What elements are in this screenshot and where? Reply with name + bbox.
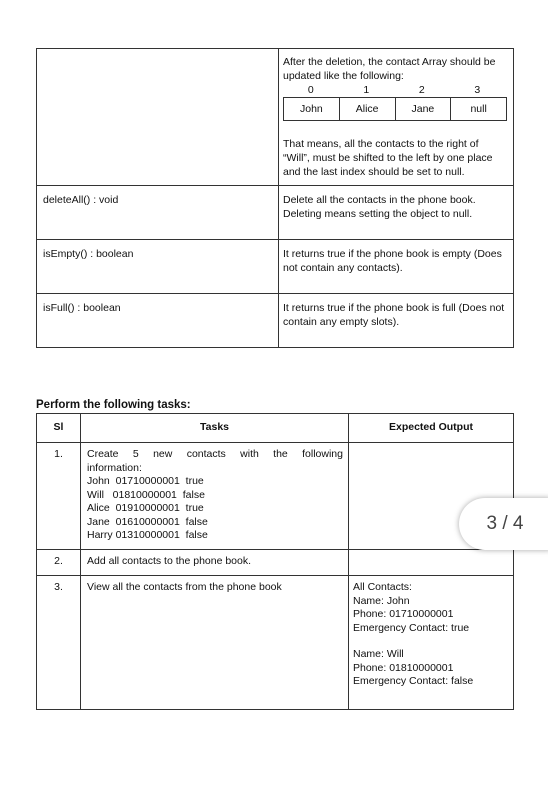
row-number: 1. [37,443,81,550]
methods-table [36,48,514,348]
tasks-heading: Perform the following tasks: [36,399,191,411]
header-sl: Sl [37,414,81,443]
contact-line: Alice 01910000001 true [87,502,204,514]
method-description: It returns true if the phone book is empty (Does not contain any contacts). [279,240,514,294]
array-cell: Alice [339,98,395,120]
row-number: 2. [37,550,81,576]
row-number: 3. [37,576,81,710]
shift-explanation: That means, all the contacts to the right of “Will”, must be shifted to the left by one place and the last index should be set to null. [283,138,493,178]
array-cell: John [299,103,323,115]
task-cell [81,443,349,550]
output-phone: Phone: 01710000001 [353,608,454,620]
contact-line: John 01710000001 true [87,475,204,487]
table-row [37,186,514,240]
table-row [37,576,514,710]
deletion-description-cell [279,49,514,186]
contact-array [283,97,507,121]
output-cell [349,550,514,576]
header-expected-output: Expected Output [349,414,514,443]
contact-line: Jane 01610000001 false [87,515,208,528]
contact-line: Harry 01310000001 false [87,529,208,541]
array-index: 3 [474,84,481,96]
method-signature: deleteAll() : void [37,186,279,240]
array-index: 0 [307,84,314,96]
task-cell: View all the contacts from the phone book [81,576,349,710]
header-tasks: Tasks [81,414,349,443]
output-title: All Contacts: [353,581,412,593]
array-index: 1 [363,84,370,96]
table-header-row [37,414,514,443]
task-cell: Add all contacts to the phone book. [81,550,349,576]
table-row [37,443,514,550]
output-phone: Phone: 01810000001 [353,661,454,674]
method-description: Delete all the contacts in the phone book. Deleting means setting the object to null. [279,186,514,240]
deletion-intro: After the deletion, the contact Array should be updated like the following: [283,56,496,82]
array-cell: Jane [395,98,451,120]
array-index: 2 [418,84,425,96]
table-row [37,294,514,348]
table-row [37,240,514,294]
method-description: It returns true if the phone book is full (Does not contain any empty slots). [279,294,514,348]
method-signature: isFull() : boolean [37,294,279,348]
array-indices [283,84,505,96]
table-row [37,550,514,576]
table-row [37,49,514,186]
contact-line: Will 01810000001 false [87,488,205,501]
tasks-table [36,413,514,710]
task-intro-line2: information: [87,461,142,474]
array-cell: null [450,98,506,120]
method-signature: isEmpty() : boolean [37,240,279,294]
page-indicator: 3 / 4 [459,498,548,550]
empty-cell [37,49,279,186]
output-emergency: Emergency Contact: false [353,675,474,687]
output-name: Name: Will [353,648,404,660]
output-emergency: Emergency Contact: true [353,621,470,634]
task-intro-line1: Create 5 new contacts with the following [87,448,343,460]
output-name: Name: John [353,594,410,607]
output-cell [349,576,514,710]
